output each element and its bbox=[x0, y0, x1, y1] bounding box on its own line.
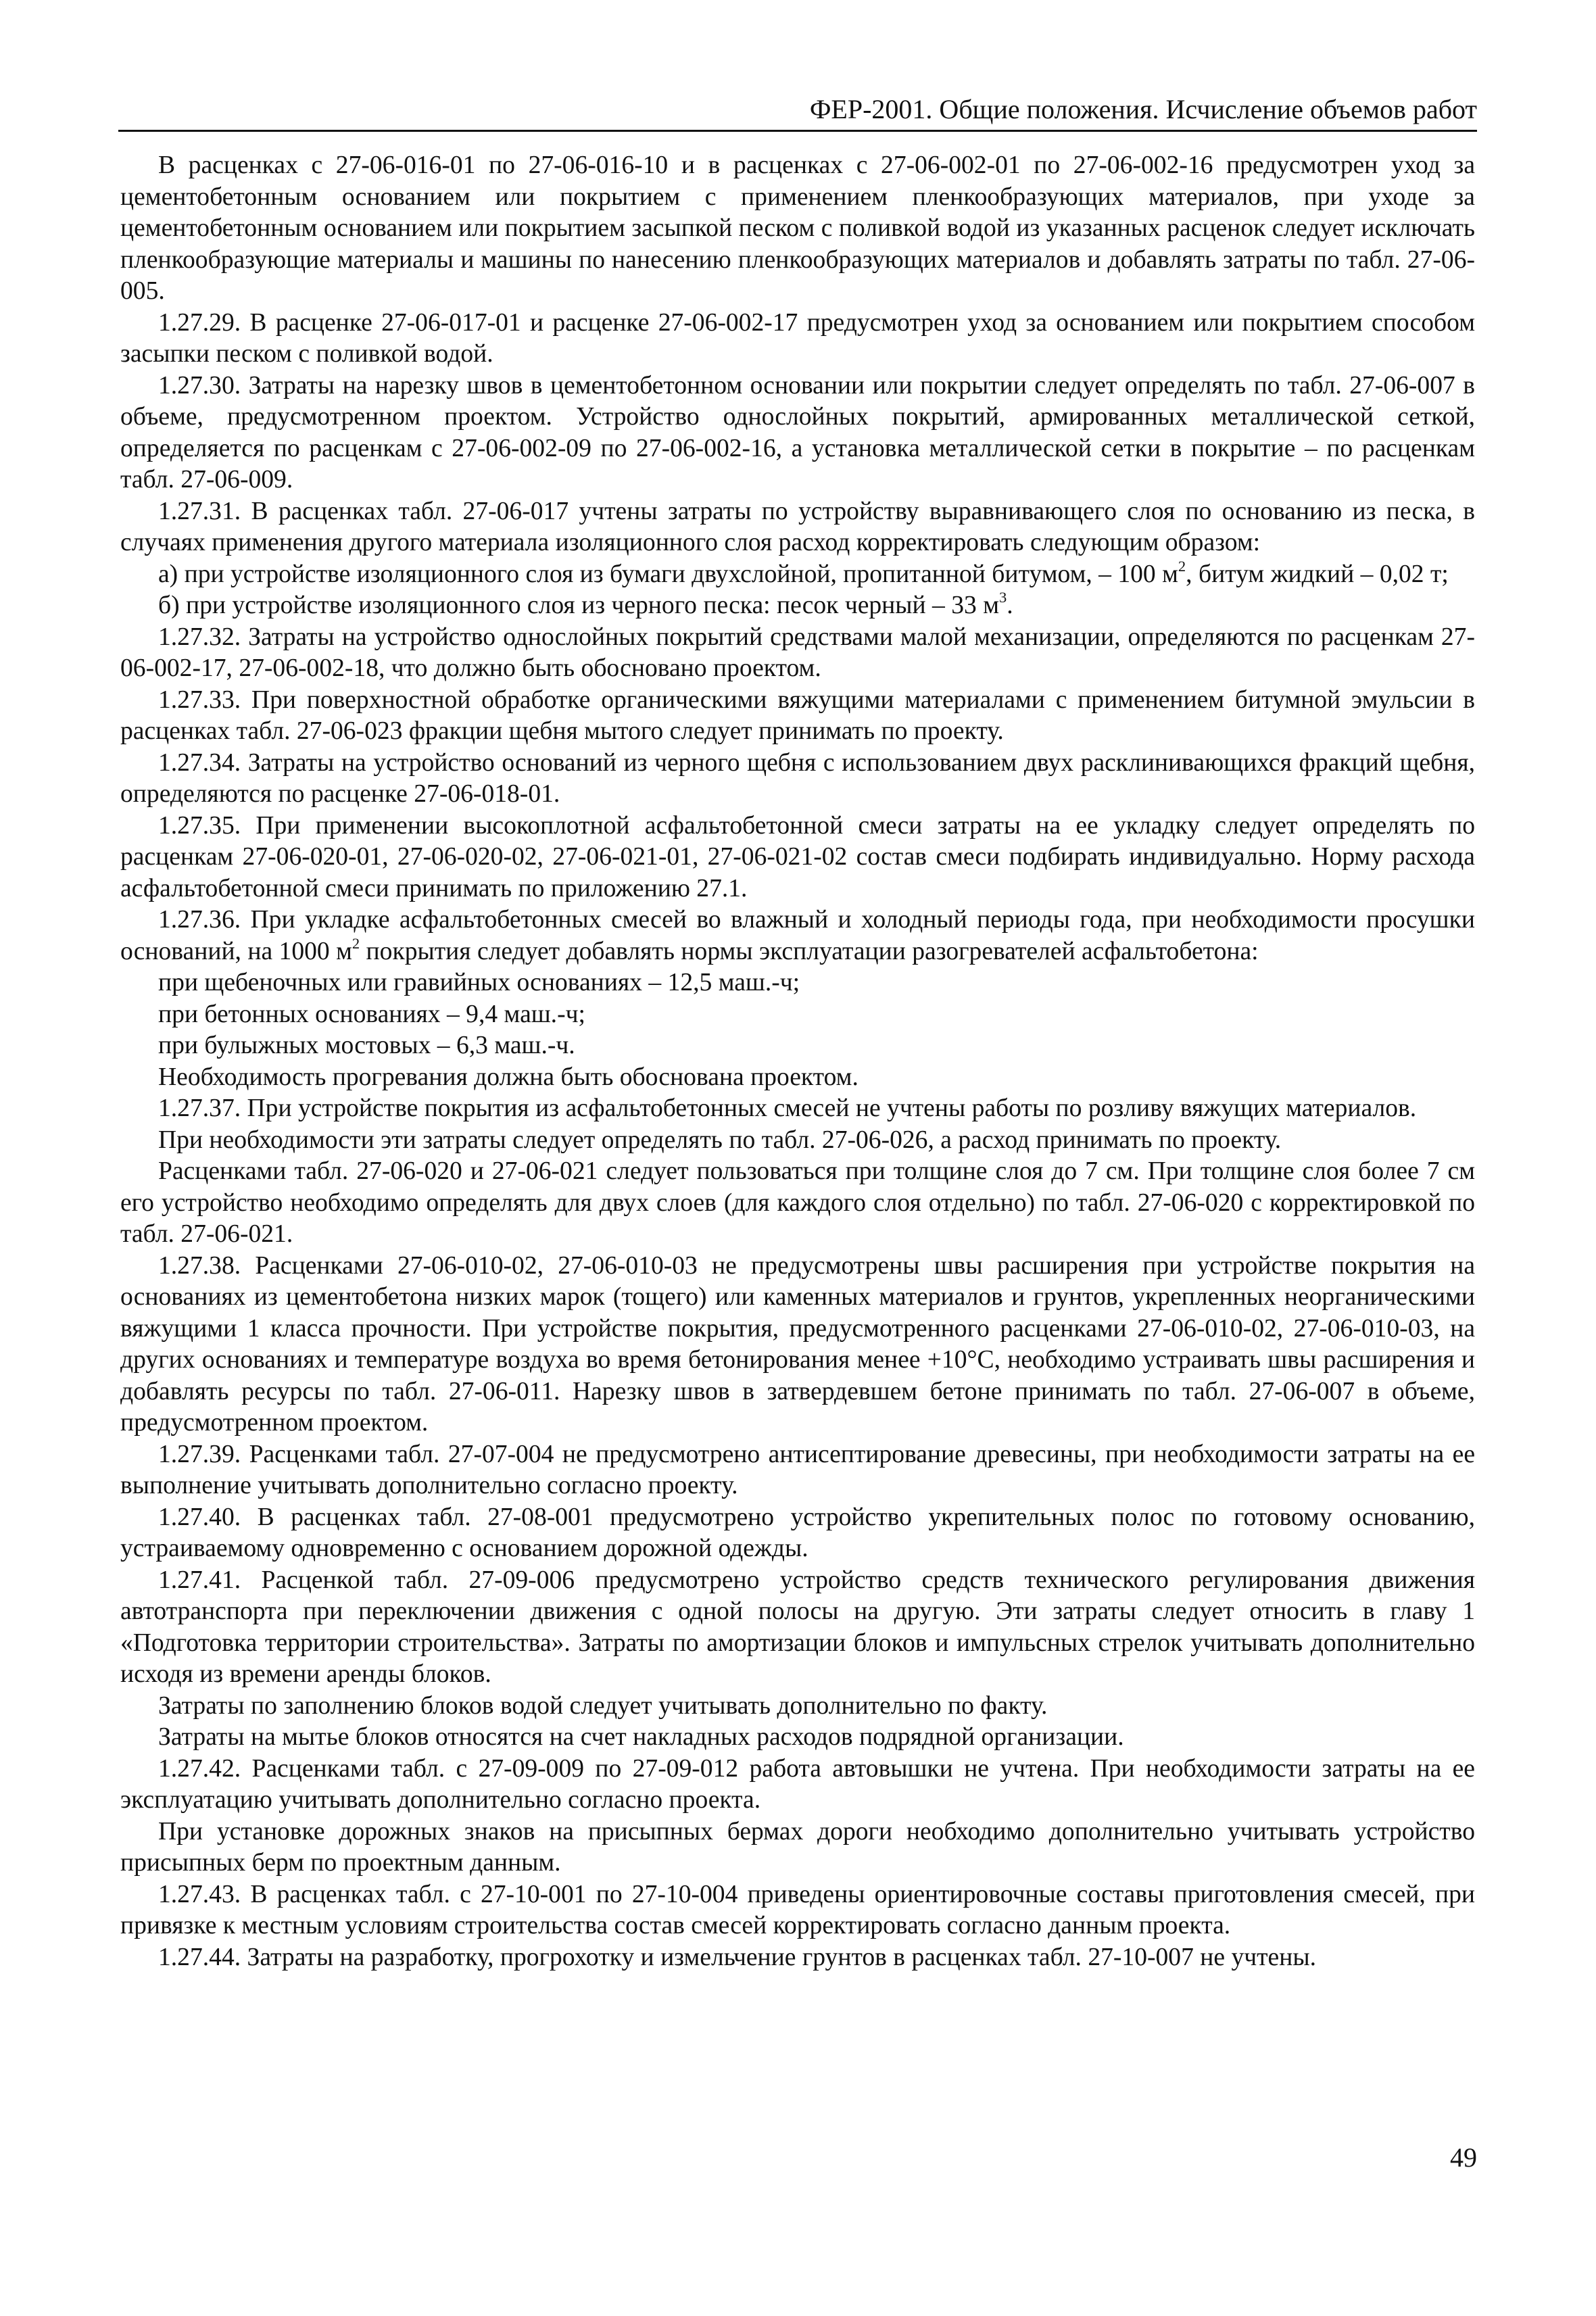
paragraph: 1.27.35. При применении высокоплотной асфальтобетонной смеси затраты на ее укладку следует определять по расценкам 27-06-020-01, 27-06-020-02, 27-06-021-01, 27-06-021-02 состав смеси подбирать индивидуально. Норму расхода асфальтобетонной смеси принимать по приложению 27.1. bbox=[120, 811, 1475, 902]
list-item: при щебеночных или гравийных основаниях – 12,5 маш.-ч; bbox=[158, 969, 800, 996]
header-divider bbox=[118, 130, 1477, 132]
paragraph: 1.27.39. Расценками табл. 27-07-004 не предусмотрено антисептирование древесины, при необходимости затраты на ее выполнение учитывать дополнительно согласно проекту. bbox=[120, 1440, 1475, 1499]
paragraph: 1.27.34. Затраты на устройство оснований из черного щебня с использованием двух расклинивающихся фракций щебня, определяются по расценке 27-06-018-01. bbox=[120, 748, 1475, 808]
list-item bbox=[120, 559, 1475, 591]
list-item: при булыжных мостовых – 6,3 маш.-ч. bbox=[158, 1032, 575, 1059]
superscript: 2 bbox=[1178, 557, 1186, 575]
superscript: 2 bbox=[352, 934, 360, 952]
paragraph: 1.27.37. При устройстве покрытия из асфальтобетонных смесей не учтены работы по розливу вяжущих материалов. bbox=[158, 1094, 1417, 1122]
paragraph: 1.27.32. Затраты на устройство однослойных покрытий средствами малой механизации, определяются по расценкам 27-06-002-17, 27-06-002-18, что должно быть обосновано проектом. bbox=[120, 623, 1475, 682]
text-segment: 1.27.36. При укладке асфальтобетонных смесей во влажный и холодный периоды года, при необходимости просушки оснований, на 1000 м bbox=[120, 906, 1475, 965]
paragraph: В расценках с 27-06-016-01 по 27-06-016-10 и в расценках с 27-06-002-01 по 27-06-002-16 предусмотрен уход за цементобетонным основанием или покрытием с применением пленкообразующих материалов, при уходе за цементобетонным основанием или покрытием засыпкой песком с поливкой водой из указанных расценок следует исключать пленкообразующие материалы и машины по нанесению пленкообразующих материалов и добавлять затраты по табл. 27-06-005. bbox=[120, 151, 1475, 305]
list-item bbox=[120, 590, 1475, 622]
paragraph: При установке дорожных знаков на присыпных бермах дороги необходимо дополнительно учитывать устройство присыпных берм по проектным данным. bbox=[120, 1817, 1475, 1877]
paragraph: Необходимость прогревания должна быть обоснована проектом. bbox=[158, 1063, 859, 1091]
superscript: 3 bbox=[999, 589, 1007, 606]
paragraph bbox=[120, 904, 1475, 967]
paragraph: 1.27.38. Расценками 27-06-010-02, 27-06-010-03 не предусмотрены швы расширения при устройстве покрытия на основаниях из цементобетона низких марок (тощего) или каменных материалов и грунтов, укрепленных неорганическими вяжущими 1 класса прочности. При устройстве покрытия, предусмотренного расценками 27-06-010-02, 27-06-010-03, на других основаниях и температуре воздуха во время бетонирования менее +10°С, необходимо устраивать швы расширения и добавлять ресурсы по табл. 27-06-011. Нарезку швов в затвердевшем бетоне принимать по табл. 27-06-007 в объеме, предусмотренном проектом. bbox=[120, 1251, 1475, 1437]
paragraph: Затраты по заполнению блоков водой следует учитывать дополнительно по факту. bbox=[158, 1691, 1048, 1720]
text-segment: . bbox=[1007, 592, 1013, 619]
paragraph: 1.27.30. Затраты на нарезку швов в цементобетонном основании или покрытии следует определять по табл. 27-06-007 в объеме, предусмотренном проектом. Устройство однослойных покрытий, армированных металлической сеткой, определяется по расценкам с 27-06-002-09 по 27-06-002-16, а установка металлической сетки в покрытие – по расценкам табл. 27-06-009. bbox=[120, 371, 1475, 493]
page-header: ФЕР-2001. Общие положения. Исчисление объемов работ bbox=[809, 94, 1477, 124]
paragraph: 1.27.31. В расценках табл. 27-06-017 учтены затраты по устройству выравнивающего слоя по основанию из песка, в случаях применения другого материала изоляционного слоя расход корректировать следующим образом: bbox=[120, 497, 1475, 556]
list-item: при бетонных основаниях – 9,4 маш.-ч; bbox=[158, 1000, 585, 1028]
paragraph: 1.27.33. При поверхностной обработке органическими вяжущими материалами с применением битумной эмульсии в расценках табл. 27-06-023 фракции щебня мытого следует принимать по проекту. bbox=[120, 685, 1475, 745]
paragraph: 1.27.43. В расценках табл. с 27-10-001 по 27-10-004 приведены ориентировочные составы приготовления смесей, при привязке к местным условиям строительства состав смесей корректировать согласно данным проекта. bbox=[120, 1880, 1475, 1939]
paragraph: Расценками табл. 27-06-020 и 27-06-021 следует пользоваться при толщине слоя до 7 см. При толщине слоя более 7 см его устройство необходимо определять для двух слоев (для каждого слоя отдельно) по табл. 27-06-020 с корректировкой по табл. 27-06-021. bbox=[120, 1157, 1475, 1248]
paragraph: 1.27.44. Затраты на разработку, прогрохотку и измельчение грунтов в расценках табл. 27-10-007 не учтены. bbox=[158, 1943, 1316, 1971]
paragraph: 1.27.41. Расценкой табл. 27-09-006 предусмотрено устройство средств технического регулирования движения автотранспорта при переключении движения с одной полосы на другую. Эти затраты следует относить в главу 1 «Подготовка территории строительства». Затраты по амортизации блоков и импульсных стрелок учитывать дополнительно исходя из времени аренды блоков. bbox=[120, 1566, 1475, 1688]
paragraph: 1.27.29. В расценке 27-06-017-01 и расценке 27-06-002-17 предусмотрен уход за основанием или покрытием способом засыпки песком с поливкой водой. bbox=[120, 308, 1475, 368]
document-body bbox=[120, 150, 1475, 1973]
paragraph: 1.27.42. Расценками табл. с 27-09-009 по 27-09-012 работа автовышки не учтена. При необходимости затраты на ее эксплуатацию учитывать дополнительно согласно проекта. bbox=[120, 1754, 1475, 1814]
page-number: 49 bbox=[1450, 2142, 1477, 2173]
text-segment: а) при устройстве изоляционного слоя из бумаги двухслойной, пропитанной битумом, – 100 м bbox=[158, 560, 1178, 588]
text-segment: покрытия следует добавлять нормы эксплуатации разогревателей асфальтобетона: bbox=[360, 937, 1259, 965]
paragraph: 1.27.40. В расценках табл. 27-08-001 предусмотрено устройство укрепительных полос по готовому основанию, устраиваемому одновременно с основанием дорожной одежды. bbox=[120, 1503, 1475, 1562]
text-segment: , битум жидкий – 0,02 т; bbox=[1186, 560, 1449, 588]
paragraph: При необходимости эти затраты следует определять по табл. 27-06-026, а расход принимать по проекту. bbox=[158, 1126, 1282, 1154]
paragraph: Затраты на мытье блоков относятся на счет накладных расходов подрядной организации. bbox=[158, 1723, 1124, 1751]
text-segment: б) при устройстве изоляционного слоя из черного песка: песок черный – 33 м bbox=[158, 592, 999, 619]
